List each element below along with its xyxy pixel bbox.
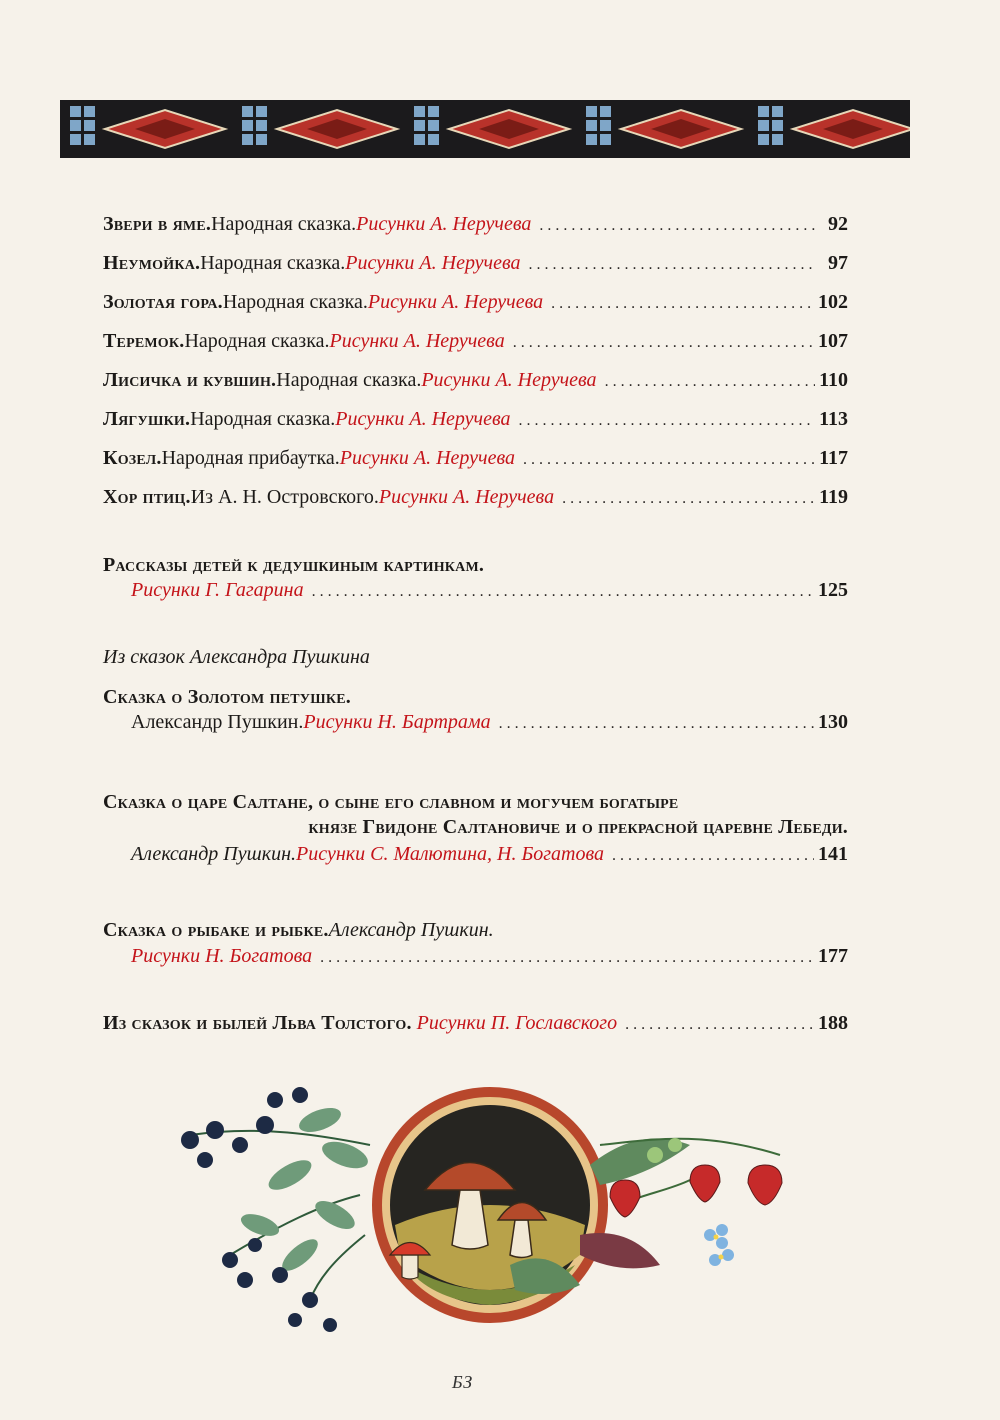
entry-illustrator: Рисунки Г. Гагарина	[131, 579, 304, 601]
page-number: 110	[819, 369, 848, 391]
page-number: 119	[819, 486, 848, 508]
toc-entry-saltan[interactable]	[131, 842, 848, 868]
entry-title: Козел.	[103, 447, 162, 469]
leader-dots	[499, 712, 814, 736]
toc-entry-tolstoy[interactable]	[103, 1011, 848, 1037]
entry-title: Неумойка.	[103, 252, 201, 274]
leader-dots	[513, 331, 814, 355]
toc-entry-cockerel[interactable]	[131, 710, 848, 736]
page-number: 188	[818, 1012, 848, 1034]
entry-title: Теремок.	[103, 330, 185, 352]
entry-description: Народная сказка.	[211, 213, 357, 235]
entry-illustrator: Рисунки А. Неручева	[335, 408, 511, 430]
entry-author: Александр Пушкин.	[131, 843, 296, 865]
page-number: 113	[819, 408, 848, 430]
leader-dots	[523, 448, 815, 472]
leader-dots	[539, 214, 816, 238]
entry-title: Лисичка и кувшин.	[103, 369, 277, 391]
entry-author: Александр Пушкин.	[328, 919, 494, 941]
entry-illustrator: Рисунки С. Малютина, Н. Богатова	[296, 843, 605, 865]
entry-illustrator: Рисунки Н. Бартрама	[303, 711, 491, 733]
entry-illustrator: Рисунки А. Неручева	[356, 213, 532, 235]
ornamental-border	[60, 100, 910, 158]
forget-me-not-icon	[704, 1224, 734, 1266]
page-number: 97	[828, 252, 848, 274]
entry-title: Звери в яме.	[103, 213, 212, 235]
entry-illustrator: Рисунки П. Гославского	[416, 1012, 618, 1034]
page-number: 177	[818, 945, 848, 967]
entry-illustrator: Рисунки А. Неручева	[329, 330, 505, 352]
entry-title: Золотая гора.	[103, 291, 223, 313]
leader-dots	[625, 1013, 814, 1037]
entry-description: Народная сказка.	[222, 291, 368, 313]
entry-title: Хор птиц.	[103, 486, 191, 508]
entry-illustrator: Рисунки А. Неручева	[378, 486, 555, 508]
page-number: 125	[818, 579, 848, 601]
page-number: 92	[828, 213, 848, 235]
page-number: 117	[819, 447, 848, 469]
entry-description: Из А. Н. Островского.	[190, 486, 379, 508]
entry-illustrator: Рисунки Н. Богатова	[131, 945, 313, 967]
entry-title: Сказка о Золотом петушке.	[103, 686, 351, 708]
toc-entry[interactable]	[103, 212, 848, 238]
toc-entry-cockerel-title[interactable]	[103, 685, 848, 709]
entry-description: Народная сказка.	[190, 408, 336, 430]
page-number: 141	[818, 843, 848, 865]
toc-entry-saltan-title-2[interactable]: князе Гвидоне Салтановиче и о прекрасной царевне Лебеди.	[308, 816, 848, 838]
toc-entry[interactable]	[103, 446, 848, 472]
entry-illustrator: Рисунки А. Неручева	[421, 369, 597, 391]
toc-entry[interactable]	[103, 329, 848, 355]
toc-entry-fisherman[interactable]	[131, 944, 848, 970]
entry-author: Александр Пушкин.	[131, 711, 304, 733]
leader-dots	[612, 844, 814, 868]
leader-dots	[551, 292, 814, 316]
section-heading: Из сказок Александра Пушкина	[103, 646, 370, 668]
leader-dots	[562, 487, 815, 511]
entry-title: Сказка о рыбаке и рыбке.	[103, 919, 329, 941]
entry-title: Сказка о царе Салтане, о сыне его славном и могучем богатыре	[103, 791, 679, 813]
entry-description: Народная сказка.	[276, 369, 422, 391]
page-number: 130	[818, 711, 848, 733]
berries-mushroom-vignette	[170, 1085, 810, 1345]
entry-title: Из сказок и былей Льва Толстого.	[103, 1012, 412, 1034]
toc-entry[interactable]	[103, 485, 848, 511]
entry-description: Народная сказка.	[200, 252, 346, 274]
artist-monogram: БЗ	[452, 1372, 473, 1392]
toc-entry[interactable]	[103, 407, 848, 433]
toc-entry-saltan-title-1[interactable]	[103, 790, 848, 814]
toc-entry[interactable]	[103, 290, 848, 316]
leader-dots	[529, 253, 816, 277]
leader-dots	[312, 580, 814, 604]
entry-description: Народная сказка.	[184, 330, 330, 352]
entry-title: Лягушки.	[103, 408, 191, 430]
toc-entry[interactable]	[103, 251, 848, 277]
entry-illustrator: Рисунки А. Неручева	[339, 447, 515, 469]
leader-dots	[605, 370, 816, 394]
entry-description: Народная прибаутка.	[161, 447, 340, 469]
entry-title: Рассказы детей к дедушкиным картинкам.	[103, 554, 485, 576]
toc-entry-fisherman-title[interactable]	[103, 918, 848, 942]
page-number: 102	[818, 291, 848, 313]
leader-dots	[320, 946, 814, 970]
toc-entry-stories[interactable]	[131, 578, 848, 604]
entry-illustrator: Рисунки А. Неручева	[367, 291, 544, 313]
leader-dots	[519, 409, 816, 433]
toc-entry[interactable]	[103, 368, 848, 394]
toc-entry-stories-title[interactable]	[103, 553, 848, 577]
entry-illustrator: Рисунки А. Неручева	[345, 252, 521, 274]
page-number: 107	[818, 330, 848, 352]
